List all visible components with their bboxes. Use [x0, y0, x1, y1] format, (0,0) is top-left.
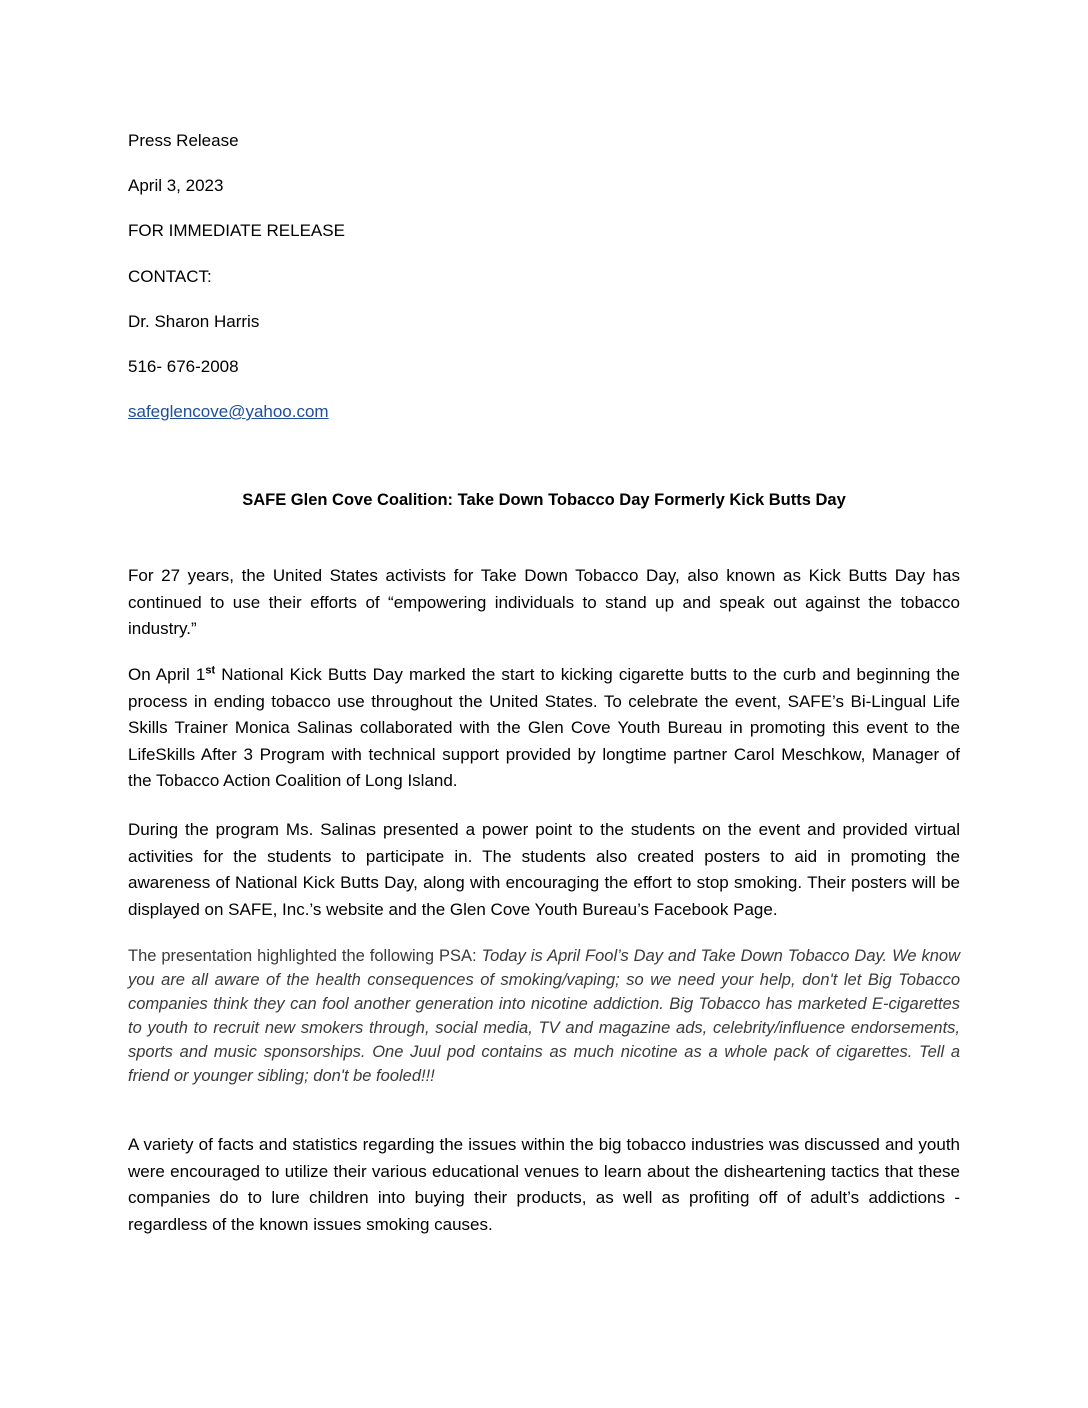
paragraph-program: During the program Ms. Salinas presented a power point to the students on the event and provided virtual activities for the students to participate in. The students also created posters to aid in promoting the awareness of National Kick Butts Day, along with encouraging the effort to stop smoking. Their posters will be displayed on SAFE, Inc.’s website and the Glen Cove Youth Bureau’s Facebook Page. — [128, 820, 960, 919]
psa-intro: The presentation highlighted the following PSA: — [128, 947, 482, 965]
paragraph-text: National Kick Butts Day marked the start to kicking cigarette butts to the curb and beginning the process in ending tobacco use throughout the United States. To celebrate the event, SAFE’s Bi-Lingual Life Skills Trainer Monica Salinas collaborated with the Glen Cove Youth Bureau in promoting this event to the LifeSkills After 3 Program with technical support provided by longtime partner Carol Meschkow, Manager of the Tobacco Action Coalition of Long Island. — [128, 665, 960, 790]
paragraph-text: On April 1 — [128, 665, 206, 684]
contact-phone: 516- 676-2008 — [128, 357, 239, 376]
paragraph-kick-butts-day — [128, 662, 960, 795]
release-date: April 3, 2023 — [128, 176, 224, 195]
ordinal-suffix: st — [205, 664, 216, 677]
paragraph-psa — [128, 944, 960, 1088]
release-notice: FOR IMMEDIATE RELEASE — [128, 221, 345, 240]
paragraph-facts: A variety of facts and statistics regarding the issues within the big tobacco industries was discussed and youth were encouraged to utilize their various educational venues to learn about the disheartening tactics that these companies do to lure children into buying their products, as well as profiting off of adult’s addictions -regardless of the known issues smoking causes. — [128, 1135, 960, 1234]
paragraph-intro: For 27 years, the United States activists for Take Down Tobacco Day, also known as Kick Butts Day has continued to use their efforts of “empowering individuals to stand up and speak out against the tobacco industry.” — [128, 566, 960, 638]
contact-email-link[interactable]: safeglencove@yahoo.com — [128, 402, 329, 421]
contact-label: CONTACT: — [128, 267, 212, 286]
document-label: Press Release — [128, 131, 239, 150]
psa-quote: Today is April Fool’s Day and Take Down Tobacco Day. We know you are all aware of the health consequences of smoking/vaping; so we need your help, don't let Big Tobacco companies think they can fool another generation into nicotine addiction. Big Tobacco has marketed E-cigarettes to youth to recruit new smokers through, social media, TV and magazine ads, celebrity/influence endorsements, sports and music sponsorships. One Juul pod contains as much nicotine as a whole pack of cigarettes. Tell a friend or younger sibling; don't be fooled!!! — [128, 947, 961, 1085]
contact-name: Dr. Sharon Harris — [128, 312, 260, 331]
document-title: SAFE Glen Cove Coalition: Take Down Tobacco Day Formerly Kick Butts Day — [242, 491, 846, 509]
